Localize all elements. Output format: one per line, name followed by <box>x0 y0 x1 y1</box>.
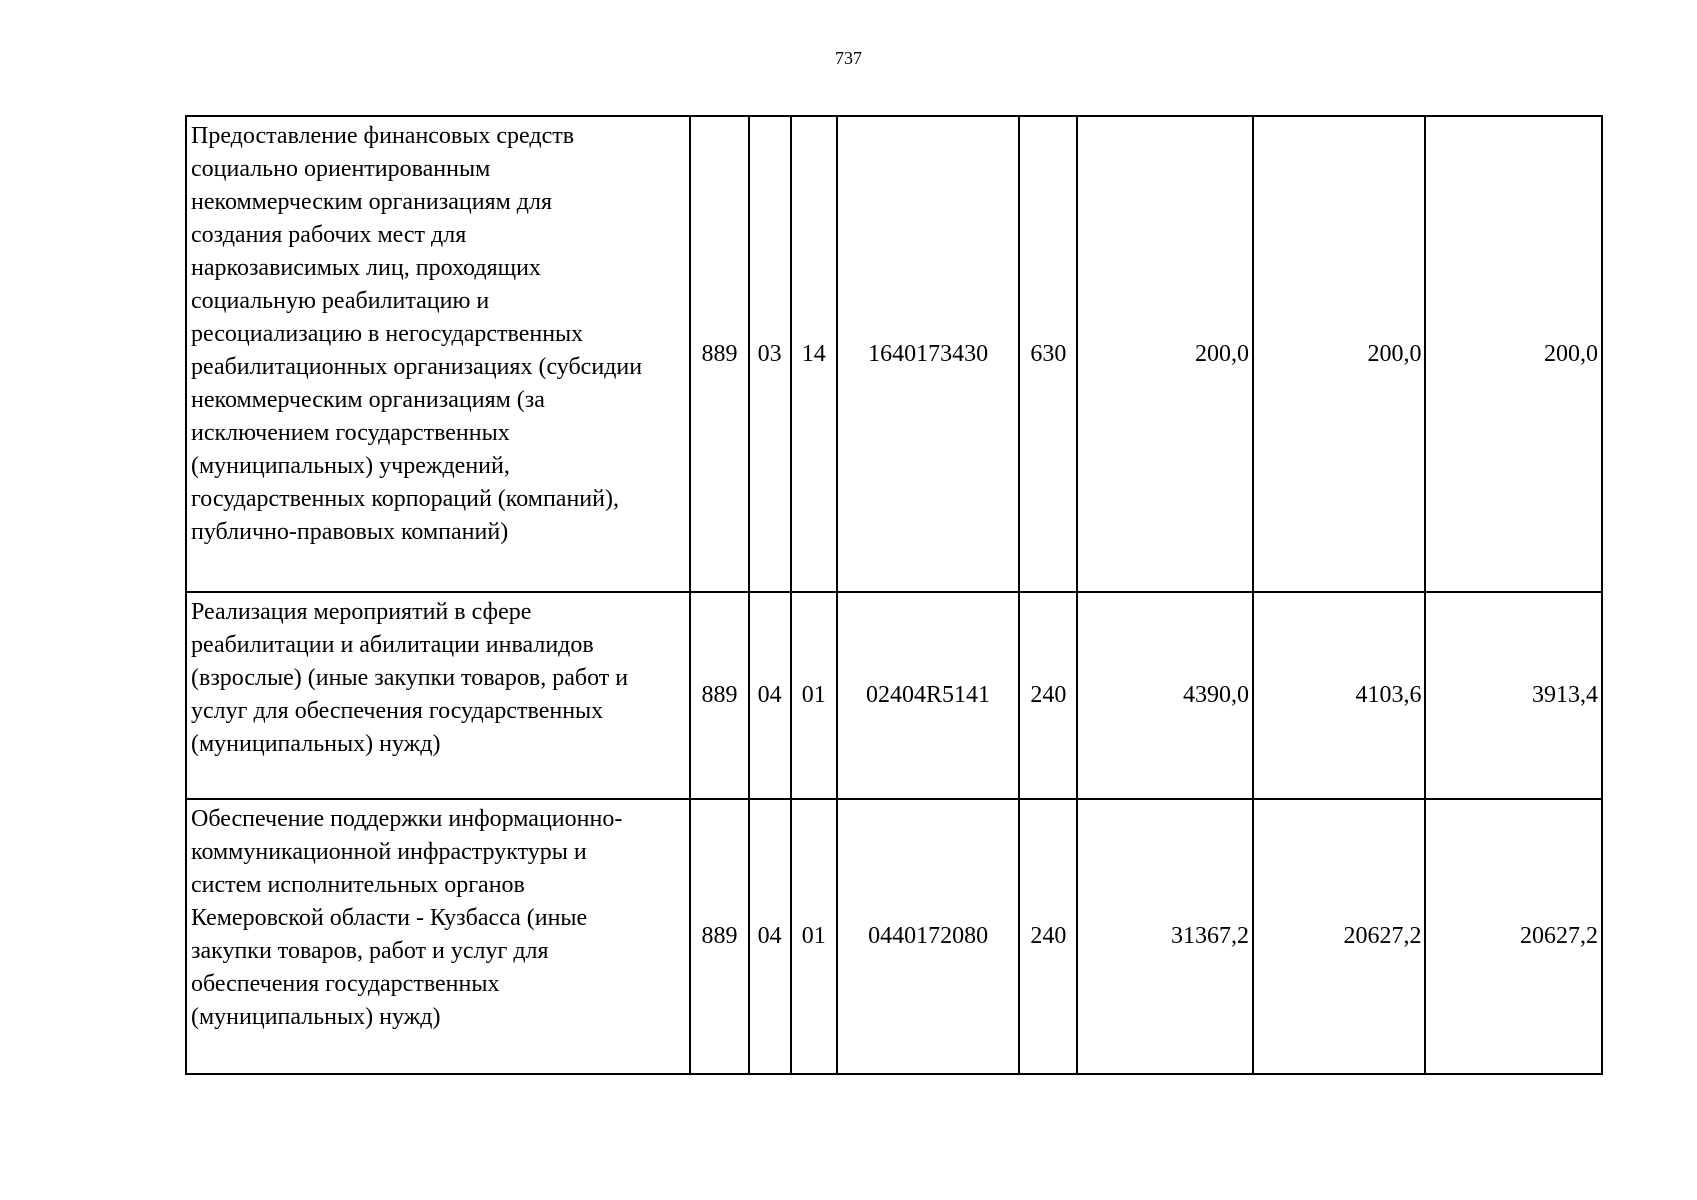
subsection-code: 01 <box>791 799 837 1074</box>
subsection-code: 14 <box>791 116 837 592</box>
amount-3: 3913,4 <box>1425 592 1602 799</box>
section-code: 04 <box>749 592 791 799</box>
amount-1: 4390,0 <box>1077 592 1252 799</box>
amount-2: 200,0 <box>1253 116 1425 592</box>
amount-1: 200,0 <box>1077 116 1252 592</box>
table-row <box>186 592 1602 799</box>
table-row <box>186 116 1602 592</box>
amount-2: 4103,6 <box>1253 592 1425 799</box>
expense-type-code: 240 <box>1019 592 1077 799</box>
row-description: Реализация мероприятий в сфере реабилитации и абилитации инвалидов (взрослые) (иные закупки товаров, работ и услуг для обеспечения государственных (муниципальных) нужд) <box>186 592 690 799</box>
budget-table <box>185 115 1603 1075</box>
target-article-code: 02404R5141 <box>837 592 1020 799</box>
amount-3: 20627,2 <box>1425 799 1602 1074</box>
ministry-code: 889 <box>690 116 748 592</box>
page-number: 737 <box>835 48 862 68</box>
amount-2: 20627,2 <box>1253 799 1425 1074</box>
ministry-code: 889 <box>690 592 748 799</box>
section-code: 03 <box>749 116 791 592</box>
section-code: 04 <box>749 799 791 1074</box>
amount-3: 200,0 <box>1425 116 1602 592</box>
subsection-code: 01 <box>791 592 837 799</box>
expense-type-code: 240 <box>1019 799 1077 1074</box>
target-article-code: 0440172080 <box>837 799 1020 1074</box>
amount-1: 31367,2 <box>1077 799 1252 1074</box>
table-row <box>186 799 1602 1074</box>
row-description: Предоставление финансовых средств социально ориентированным некоммерческим организациям для создания рабочих мест для наркозависимых лиц, проходящих социальную реабилитацию и ресоциализацию в негосударственных реабилитационных организациях (субсидии некоммерческим организациям (за исключением государственных (муниципальных) учреждений, государственных корпораций (компаний), публично-правовых компаний) <box>186 116 690 592</box>
target-article-code: 1640173430 <box>837 116 1020 592</box>
expense-type-code: 630 <box>1019 116 1077 592</box>
row-description: Обеспечение поддержки информационно- коммуникационной инфраструктуры и систем исполнительных органов Кемеровской области - Кузбасса (иные закупки товаров, работ и услуг для обеспечения государственных (муниципальных) нужд) <box>186 799 690 1074</box>
ministry-code: 889 <box>690 799 748 1074</box>
